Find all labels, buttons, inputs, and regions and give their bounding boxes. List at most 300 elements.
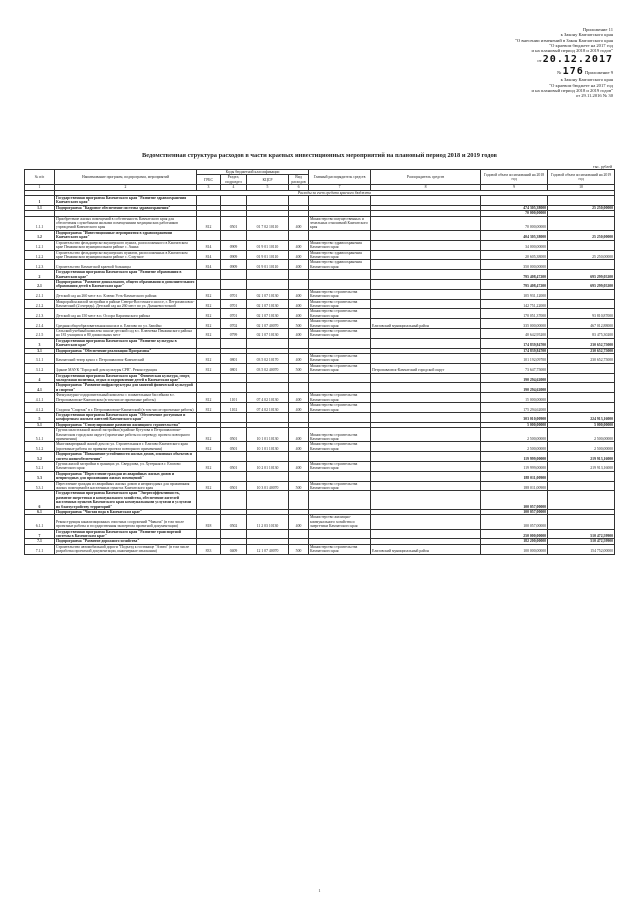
cell-grbs [197, 230, 221, 240]
cell-grbs: 812 [197, 309, 221, 319]
cell-sum-2019: 230 652,75000 [548, 348, 615, 353]
cell-sum-2019 [548, 260, 615, 270]
cell-grbs: 812 [197, 428, 221, 442]
cell-name: Здание МАУК "Городской дом культуры СРВ". Реконструкция [55, 363, 197, 373]
cell-name: Физкультурно-оздоровительный комплекс с плавательным бассейном в г. Петропавловске-Камчатском (в том числе проектные работы) [55, 393, 197, 403]
table-row [25, 373, 615, 383]
cell-grbs [197, 196, 221, 206]
cell-grbs: 812 [197, 354, 221, 364]
cell-section: 0909 [221, 260, 247, 270]
cell-manager: Министерство строительства Камчатского края [309, 299, 371, 309]
cell-manager: Министерство строительства Камчатского края [309, 363, 371, 373]
cell-section: 0501 [221, 461, 247, 471]
cell-no: 1.1 [25, 205, 55, 210]
table-row [25, 299, 615, 309]
cell-sum-2018: 350 000,00000 [481, 260, 548, 270]
table-row [25, 338, 615, 348]
cell-kvr: 400 [289, 250, 309, 260]
cell-kcsr: 01 9 01 10110 [247, 240, 289, 250]
cell-no: 2.1.5 [25, 329, 55, 339]
cell-kvr [289, 196, 309, 206]
cell-kcsr [247, 270, 289, 280]
cell-section [221, 412, 247, 422]
column-number: 1 [25, 185, 55, 190]
cell-sum-2018: 303 010,00900 [481, 412, 548, 422]
column-number: 3 [197, 185, 221, 190]
cell-grbs: 812 [197, 216, 221, 230]
cell-no: 4.1 [25, 383, 55, 393]
cell-sum-2018: 795 408,47200 [481, 279, 548, 289]
cell-name: Детский сад на 260 мест в п. Ключи Усть-Камчатского района [55, 289, 197, 299]
column-number: 2 [55, 185, 197, 190]
cell-section: 0909 [221, 240, 247, 250]
table-row [25, 289, 615, 299]
cell-grbs [197, 279, 221, 289]
cell-sum-2018: 100 057,00000 [481, 515, 548, 529]
cell-grbs: 833 [197, 544, 221, 554]
cell-name: Строительство фельдшерско-акушерского пункта, расположенного в Камчатском крае Пенжинском муниципальном районе с. Аянка [55, 240, 197, 250]
cell-section: 0801 [221, 354, 247, 364]
cell-developer [371, 279, 481, 289]
cell-name: Подпрограмма "Развитие дошкольного, общего образования и дополнительного образования детей в Камчатском крае" [55, 279, 197, 289]
handwritten-number: 176 [562, 66, 584, 78]
cell-kvr [289, 270, 309, 280]
cell-no: 1.2.3 [25, 260, 55, 270]
table-row [25, 544, 615, 554]
cell-name: Государственная программа Камчатского края "Развитие здравоохранения Камчатского края" [55, 196, 197, 206]
cell-name: Стадион "Спартак" в г. Петропавловске-Камчатский (в том числе проектные работы) [55, 403, 197, 413]
cell-developer [371, 471, 481, 481]
cell-name: Государственная программа Камчатского края "Обеспечение доступным и комфортным жильем жителей Камчатского края" [55, 412, 197, 422]
column-number: 5 [247, 185, 289, 190]
cell-no: 5.2.1 [25, 461, 55, 471]
cell-manager: Министерство строительства Камчатского края [309, 544, 371, 554]
cell-sum-2019: 5 000,00000 [548, 422, 615, 427]
cell-sum-2018: 142 751,22000 [481, 299, 548, 309]
cell-kvr: 400 [289, 260, 309, 270]
table-row [25, 216, 615, 230]
cell-sum-2018: 188 011,00900 [481, 481, 548, 491]
cell-manager: Министерство строительства Камчатского края [309, 393, 371, 403]
cell-manager [309, 491, 371, 510]
table-row [25, 319, 615, 329]
cell-no: 2.1.4 [25, 319, 55, 329]
cell-kvr: 400 [289, 461, 309, 471]
appendix-tail-line: "О краевом бюджете на 2017 год [549, 82, 613, 88]
cell-sum-2018: 250 000,00000 [481, 529, 548, 539]
cell-no: 3 [25, 338, 55, 348]
cell-no: 5.3.1 [25, 481, 55, 491]
cell-sum-2018: 105 931,12000 [481, 289, 548, 299]
column-number: 10 [548, 185, 615, 190]
cell-name: Строительство автомобильной дороги "Подъезд к гостинице "Аэвеи" (в том числе разработка проектной документации, инженерные изыскания) [55, 544, 197, 554]
cell-kcsr [247, 412, 289, 422]
cell-name: Государственная программа Камчатского края "Развитие культуры в Камчатском крае" [55, 338, 197, 348]
cell-name: Подпрограмма "Обеспечение реализации Программы" [55, 348, 197, 353]
cell-no: 5.2 [25, 452, 55, 462]
cell-developer [371, 393, 481, 403]
cell-developer [371, 250, 481, 260]
cell-sum-2019: 93 810,87000 [548, 309, 615, 319]
table-row [25, 260, 615, 270]
cell-kvr: 500 [289, 544, 309, 554]
cell-kcsr [247, 452, 289, 462]
appendix-line: Приложение 11 [582, 27, 613, 32]
appendix-date-row [373, 54, 613, 65]
cell-kvr: 400 [289, 393, 309, 403]
number-label: № [557, 70, 562, 76]
column-number: 7 [309, 185, 371, 190]
cell-kcsr: 02 1 07 10130 [247, 289, 289, 299]
cell-name: Подпрограмма "Стимулирование развития жилищного строительства" [55, 422, 197, 427]
cell-grbs [197, 452, 221, 462]
cell-name: Сельский учебный комплекс школа-детский сад в с. Ключевка Пенжинского района на 181 учащихся и 80 дошкольных мест [55, 329, 197, 339]
cell-no: 1.2.2 [25, 250, 55, 260]
cell-name: Приобретение жилых помещений в собственность Камчатского края для обеспечения служебными жилыми помещениями медицинских работников учреждений Камчатского края [55, 216, 197, 230]
cell-grbs: 812 [197, 481, 221, 491]
cell-section: 1101 [221, 393, 247, 403]
cell-no: 7.1 [25, 539, 55, 544]
cell-manager [309, 412, 371, 422]
table-row [25, 403, 615, 413]
cell-manager: Министерство строительства Камчатского края [309, 442, 371, 452]
cell-name: Группа жилой застройки в границах ул. Свердлова, ул. Хутерная в г. Елизово Камчатского края [55, 461, 197, 471]
cell-manager: Министерство здравоохранения Камчатского края [309, 250, 371, 260]
cell-sum-2018: 474 305,38000 [481, 205, 548, 210]
table-row [25, 491, 615, 510]
cell-sum-2019: 510 472,59900 [548, 529, 615, 539]
cell-kcsr [247, 383, 289, 393]
table-row [25, 515, 615, 529]
cell-developer: Елизовский муниципальный район [371, 319, 481, 329]
cell-kcsr [247, 373, 289, 383]
table-row [25, 250, 615, 260]
cell-sum-2018: 100 057,00000 [481, 510, 548, 515]
cell-sum-2018: 100 057,00000 [481, 491, 548, 510]
cell-name: Подпрограмма "Чистая вода в Камчатском крае" [55, 510, 197, 515]
cell-no: 4.1.2 [25, 403, 55, 413]
cell-name: Подпрограмма "Переселение граждан из аварийных жилых домов и непригодных для проживания жилых помещений" [55, 471, 197, 481]
cell-kvr [289, 338, 309, 348]
appendix-tail-line: к Закону Камчатского края [560, 77, 613, 83]
cell-developer [371, 329, 481, 339]
table-row [25, 270, 615, 280]
cell-grbs [197, 412, 221, 422]
cell-section: 0909 [221, 250, 247, 260]
cell-kcsr [247, 230, 289, 240]
appendix-line: "О краевом бюджете на 2017 год [549, 42, 613, 48]
cell-sum-2018: 2 500,00000 [481, 428, 548, 442]
cell-kcsr [247, 491, 289, 510]
table-row [25, 240, 615, 250]
cell-kcsr: 02 1 07 40070 [247, 319, 289, 329]
cell-section: 0501 [221, 428, 247, 442]
cell-grbs [197, 373, 221, 383]
cell-kvr: 400 [289, 442, 309, 452]
cell-manager: Министерство строительства Камчатского края [309, 461, 371, 471]
appendix-tail-line: и на плановый период 2018 и 2019 годов" [531, 88, 613, 94]
cell-developer [371, 260, 481, 270]
cell-manager: Министерство строительства Камчатского края [309, 428, 371, 442]
cell-manager: Министерство строительства Камчатского края [309, 309, 371, 319]
cell-sum-2019 [548, 373, 615, 383]
cell-kvr: 500 [289, 481, 309, 491]
appendix-line: к Закону Камчатского края [560, 32, 613, 38]
cell-kvr: 400 [289, 403, 309, 413]
cell-developer: Елизовский муниципальный район [371, 544, 481, 554]
cell-section: 0701 [221, 299, 247, 309]
cell-no: 4 [25, 373, 55, 383]
cell-grbs: 812 [197, 442, 221, 452]
cell-developer [371, 216, 481, 230]
appendix-line: и на плановый период 2018 и 2019 годов" [531, 48, 613, 54]
cell-grbs: 818 [197, 515, 221, 529]
table-row [25, 363, 615, 373]
table-row [25, 529, 615, 539]
cell-section [221, 373, 247, 383]
cell-no: 6 [25, 491, 55, 510]
cell-sum-2018: 174 839,84700 [481, 338, 548, 348]
table-row [25, 442, 615, 452]
cell-sum-2018: 15 000,00000 [481, 393, 548, 403]
cell-developer [371, 270, 481, 280]
table-row [25, 230, 615, 240]
cell-sum-2019: 219 913,16000 [548, 461, 615, 471]
cell-developer [371, 338, 481, 348]
cell-sum-2019: 154 752,00000 [548, 544, 615, 554]
appendix-line: "О внесении изменений в Закон Камчатского края [515, 37, 613, 43]
cell-section [221, 529, 247, 539]
cell-section [221, 270, 247, 280]
cell-manager: Министерство жилищно-коммунального хозяйства и энергетики Камчатского края [309, 515, 371, 529]
cell-developer [371, 461, 481, 471]
cell-no: 5.1.1 [25, 428, 55, 442]
cell-developer [371, 452, 481, 462]
table-row [25, 428, 615, 442]
cell-grbs: 812 [197, 299, 221, 309]
from-label: от [537, 58, 542, 64]
cell-grbs: 812 [197, 461, 221, 471]
cell-section: 0501 [221, 481, 247, 491]
cell-name: Подпрограмма "Инвестиционные мероприятия в здравоохранении Камчатского края" [55, 230, 197, 240]
cell-kvr [289, 471, 309, 481]
cell-sum-2019 [548, 240, 615, 250]
page-number: 1 [318, 888, 321, 893]
cell-kcsr: 11 2 03 10130 [247, 515, 289, 529]
cell-kvr: 400 [289, 289, 309, 299]
cell-name: Государственная программа Камчатского края "Физическая культура, спорт, молодежная политика, отдых и оздоровление детей в Камчатском крае" [55, 373, 197, 383]
cell-grbs [197, 338, 221, 348]
cell-no: 3.1.2 [25, 363, 55, 373]
cell-section: 0801 [221, 363, 247, 373]
cell-grbs [197, 529, 221, 539]
cell-kcsr [247, 529, 289, 539]
cell-manager: Министерство строительства Камчатского края [309, 354, 371, 364]
cell-developer [371, 529, 481, 539]
cell-kvr: 400 [289, 428, 309, 442]
cell-no: 4.1.1 [25, 393, 55, 403]
cell-kcsr: 01 9 01 10110 [247, 260, 289, 270]
cell-sum-2019: 510 472,59900 [548, 539, 615, 544]
cell-name: Подпрограмма "Развитие инфраструктуры для занятий физической культурой и спортом" [55, 383, 197, 393]
appendix-number-row [373, 66, 613, 77]
cell-developer [371, 309, 481, 319]
cell-sum-2018: 174 839,84700 [481, 348, 548, 353]
cell-kvr: 400 [289, 515, 309, 529]
table-row [25, 393, 615, 403]
cell-developer [371, 230, 481, 240]
cell-name: Строительство Камчатской краевой больницы [55, 260, 197, 270]
header-kvr: Вид расходов [289, 175, 309, 185]
cell-kvr [289, 412, 309, 422]
cell-developer [371, 289, 481, 299]
cell-kcsr: 02 1 07 10130 [247, 299, 289, 309]
cell-name: Государственная программа Камчатского края "Энергоэффективность, развитие энергетики и коммунального хозяйства, обеспечение жителей населенных пунктов Камчатского края коммунальными услугами и услугами по благоустройству территорий" [55, 491, 197, 510]
cell-kcsr: 03 5 02 40070 [247, 363, 289, 373]
table-row [25, 279, 615, 289]
cell-name: Государственная программа Камчатского края "Развитие образования в Камчатском крае" [55, 270, 197, 280]
cell-grbs: 812 [197, 289, 221, 299]
cell-name: Строительство фельдшерско-акушерских пунктов, расположенных в Камчатском крае Пенжинском муниципальном районе с. Слаутное [55, 250, 197, 260]
cell-kvr: 400 [289, 329, 309, 339]
cell-sum-2019 [548, 471, 615, 481]
cell-section [221, 230, 247, 240]
cell-sum-2019 [548, 403, 615, 413]
handwritten-date: 20.12.2017 [542, 54, 613, 66]
cell-manager: Министерство строительства Камчатского края [309, 289, 371, 299]
cell-section [221, 383, 247, 393]
cell-no: 5.1 [25, 422, 55, 427]
unit-label: тыс. рублей [593, 165, 612, 169]
cell-sum-2019: 695 299,05200 [548, 279, 615, 289]
cell-sum-2019: 695 299,05200 [548, 270, 615, 280]
cell-grbs [197, 270, 221, 280]
cell-developer [371, 412, 481, 422]
cell-kvr [289, 230, 309, 240]
cell-section [221, 471, 247, 481]
header-name: Наименование программ, подпрограмм, мероприятий [55, 170, 197, 185]
cell-kvr [289, 383, 309, 393]
cell-section: 0501 [221, 442, 247, 452]
cell-no: 1 [25, 196, 55, 206]
cell-kcsr: 02 1 07 10130 [247, 309, 289, 319]
cell-sum-2019 [548, 196, 615, 206]
cell-sum-2019: 467 012,88000 [548, 319, 615, 329]
cell-sum-2019: 25 250,00000 [548, 205, 615, 210]
cell-no: 2.1 [25, 279, 55, 289]
cell-section: 0702 [221, 319, 247, 329]
cell-developer: Петропавловск-Камчатский городской округ [371, 363, 481, 373]
cell-no: 5.3 [25, 471, 55, 481]
cell-no: 2.1.2 [25, 299, 55, 309]
cell-no: 2.1.3 [25, 309, 55, 319]
cell-sum-2019 [548, 491, 615, 510]
cell-developer [371, 515, 481, 529]
cell-manager: Министерство строительства Камчатского края [309, 319, 371, 329]
cell-name: Группа малоэтажной жилой застройки (в районе Кутузова в Петропавловске-Камчатском городском округе (проектные работы по переводу проекта повторного применения) [55, 428, 197, 442]
cell-name: Государственная программа Камчатского края "Развитие транспортной системы в Камчатском крае" [55, 529, 197, 539]
cell-kcsr [247, 279, 289, 289]
cell-name: Подпрограмма "Кадровое обеспечение системы здравоохранения" [55, 205, 197, 210]
header-grbs: ГРБС [197, 175, 221, 185]
appendix-tail-line: от 29.11.2016 № 30 [575, 93, 613, 99]
header-no: № п/п [25, 170, 55, 185]
cell-manager [309, 383, 371, 393]
cell-manager: Министерство здравоохранения Камчатского края [309, 260, 371, 270]
cell-kvr: 400 [289, 216, 309, 230]
header-manager: Главный распорядитель средств [309, 170, 371, 185]
cell-developer [371, 354, 481, 364]
cell-kvr: 500 [289, 363, 309, 373]
cell-manager: Министерство строительства Камчатского края [309, 329, 371, 339]
cell-kcsr: 01 7 02 10110 [247, 216, 289, 230]
cell-section [221, 338, 247, 348]
cell-name: Реконструкция канализационных очистных сооружений "Чавыча" (в том числе проектные работы и государственная экспертиза проектной документации) [55, 515, 197, 529]
cell-sum-2019: 25 250,00000 [548, 250, 615, 260]
cell-grbs: 814 [197, 250, 221, 260]
cell-no: 2 [25, 270, 55, 280]
cell-kvr: 400 [289, 240, 309, 250]
section-label: Расходы за счет средств краевого бюджета [55, 190, 615, 195]
table-row [25, 452, 615, 462]
cell-grbs [197, 491, 221, 510]
cell-no: 3.1 [25, 348, 55, 353]
header-codes-group: Коды бюджетной классификации [197, 170, 309, 175]
cell-sum-2019: 83 475,30200 [548, 329, 615, 339]
cell-sum-2019: 224 913,16000 [548, 412, 615, 422]
cell-name: Подпрограмма "Повышение устойчивости жилых домов, основных объектов и систем жизнеобеспечения" [55, 452, 197, 462]
cell-no: 6.1 [25, 510, 55, 515]
cell-grbs: 812 [197, 393, 221, 403]
table-row [25, 412, 615, 422]
cell-grbs: 812 [197, 403, 221, 413]
cell-kcsr: 10 2 01 10130 [247, 461, 289, 471]
table-row [25, 383, 615, 393]
cell-kvr: 400 [289, 309, 309, 319]
cell-kcsr: 10 3 01 40070 [247, 481, 289, 491]
cell-developer [371, 428, 481, 442]
column-number: 4 [221, 185, 247, 190]
document-title: Ведомственная структура расходов в части краевых инвестиционных мероприятий на плановый период 2018 и 2019 годов [142, 152, 497, 159]
cell-sum-2018: 5 000,00000 [481, 422, 548, 427]
cell-sum-2018: 70 000,00000 [481, 211, 548, 216]
cell-sum-2018: 335 000,00000 [481, 319, 548, 329]
table-row [25, 309, 615, 319]
cell-section: 0799 [221, 329, 247, 339]
column-number: 9 [481, 185, 548, 190]
cell-no: 1.2.1 [25, 240, 55, 250]
cell-sum-2019: 230 652,75000 [548, 338, 615, 348]
cell-grbs [197, 383, 221, 393]
cell-sum-2019 [548, 299, 615, 309]
cell-kvr [289, 452, 309, 462]
cell-kvr: 400 [289, 299, 309, 309]
table-row [25, 329, 615, 339]
cell-name: Переселение граждан из аварийных жилых домов и непригодных для проживания жилых помещений в населенных пунктах Камчатского края [55, 481, 197, 491]
cell-kcsr: 02 1 07 10130 [247, 329, 289, 339]
cell-sum-2019: 2 500,00000 [548, 442, 615, 452]
cell-name: Камчатский театр кукол г. Петропавловск-Камчатский [55, 354, 197, 364]
cell-developer [371, 196, 481, 206]
cell-sum-2019: 2 500,00000 [548, 428, 615, 442]
cell-sum-2018: 182 200,00000 [481, 539, 548, 544]
cell-sum-2018: 190 294,62000 [481, 373, 548, 383]
cell-name: Микрорайон жилой застройки в районе Северо-Восточного шоссе, г. Петропавловск-Камчатский (2 очередь). Детский сад на 260 мест по ул. Дальневосточной [55, 299, 197, 309]
cell-sum-2019 [548, 383, 615, 393]
cell-sum-2019 [548, 289, 615, 299]
cell-sum-2018: 2 500,00000 [481, 442, 548, 452]
table-row [25, 471, 615, 481]
